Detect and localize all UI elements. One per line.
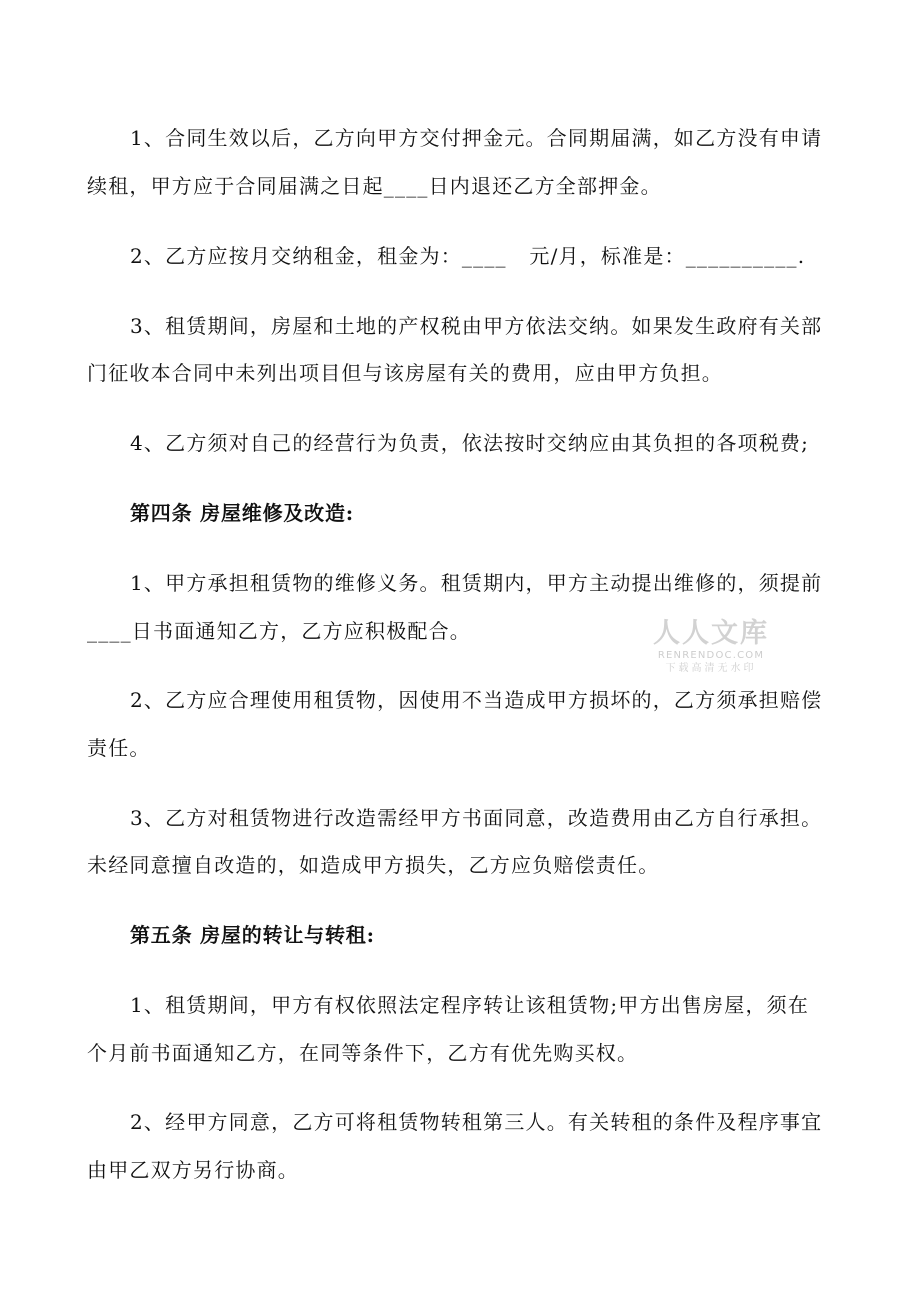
watermark-tagline: 下载高清无水印 <box>665 663 757 674</box>
article-4-clause-1-line-2: ____日书面通知乙方，乙方应积极配合。 <box>87 619 471 643</box>
article-4-clause-1-line-1: 1、甲方承担租赁物的维修义务。租赁期内，甲方主动提出维修的，须提前 <box>130 571 823 595</box>
clause-2-rent-line: 2、乙方应按月交纳租金，租金为：____ 元/月，标准是：__________. <box>130 244 806 268</box>
article-5-heading: 第五条 房屋的转让与转租: <box>130 923 375 947</box>
article-4-clause-2-line-2: 责任。 <box>87 736 151 760</box>
article-4-heading: 第四条 房屋维修及改造: <box>130 501 354 525</box>
article-5-clause-1-line-1: 1、租赁期间，甲方有权依照法定程序转让该租赁物;甲方出售房屋，须在 <box>130 993 810 1017</box>
clause-3-tax-line-1: 3、租赁期间，房屋和土地的产权税由甲方依法交纳。如果发生政府有关部 <box>130 314 823 338</box>
clause-1-deposit-line-2: 续租，甲方应于合同届满之日起____日内退还乙方全部押金。 <box>87 174 662 198</box>
watermark-title: 人人文库 <box>653 618 769 649</box>
article-5-clause-1-line-2: 个月前书面通知乙方，在同等条件下，乙方有优先购买权。 <box>87 1041 639 1065</box>
article-5-clause-2-line-1: 2、经甲方同意，乙方可将租赁物转租第三人。有关转租的条件及程序事宜 <box>130 1110 823 1134</box>
article-4-clause-2-line-1: 2、乙方应合理使用租赁物，因使用不当造成甲方损坏的，乙方须承担赔偿 <box>130 688 823 712</box>
clause-1-deposit-line-1: 1、合同生效以后，乙方向甲方交付押金元。合同期届满，如乙方没有申请 <box>130 126 823 150</box>
clause-3-tax-line-2: 门征收本合同中未列出项目但与该房屋有关的费用，应由甲方负担。 <box>87 361 723 385</box>
article-5-clause-2-line-2: 由甲乙双方另行协商。 <box>87 1158 299 1182</box>
watermark <box>646 618 776 676</box>
article-4-clause-3-line-1: 3、乙方对租赁物进行改造需经甲方书面同意，改造费用由乙方自行承担。 <box>130 806 823 830</box>
article-4-clause-3-line-2: 未经同意擅自改造的，如造成甲方损失，乙方应负赔偿责任。 <box>87 853 660 877</box>
clause-4-fees-line: 4、乙方须对自己的经营行为负责，依法按时交纳应由其负担的各项税费; <box>130 431 810 455</box>
watermark-site: RENRENDOC.COM <box>657 650 765 661</box>
